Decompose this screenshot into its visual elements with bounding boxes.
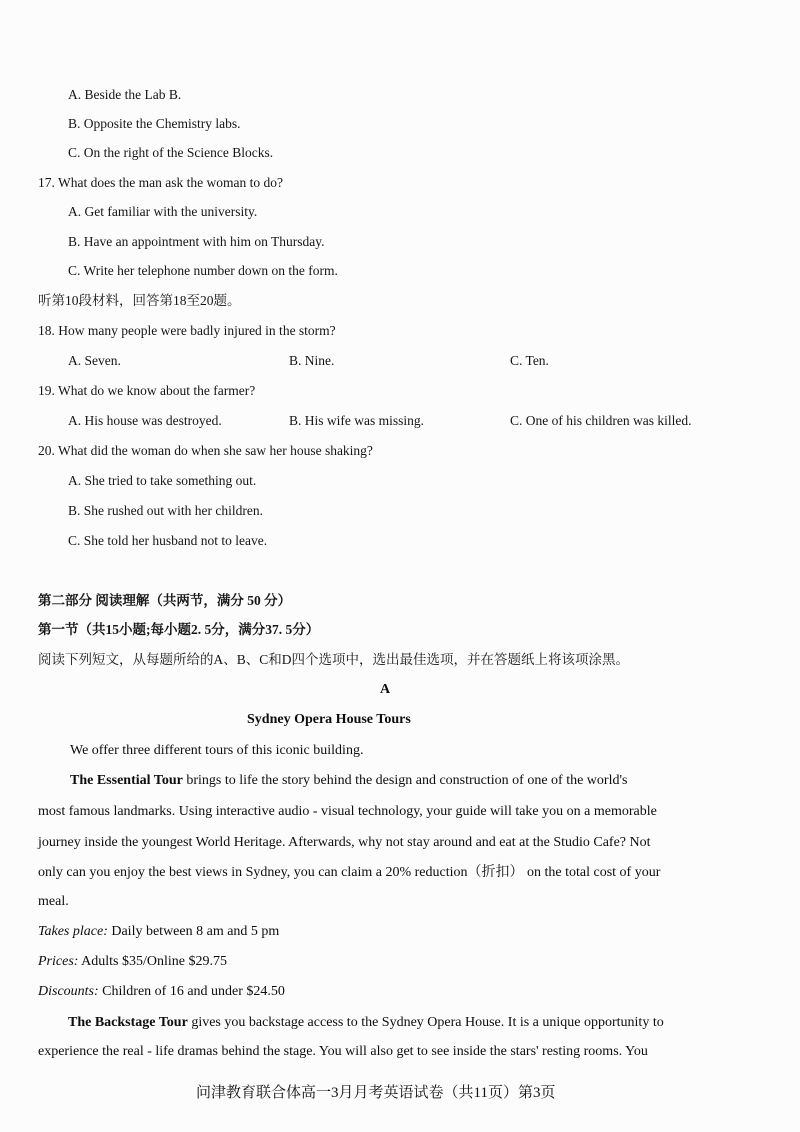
q16-option-b: B. Opposite the Chemistry labs. — [68, 116, 241, 131]
q17-stem: 17. What does the man ask the woman to do? — [38, 175, 283, 190]
q17-option-b: B. Have an appointment with him on Thursday. — [68, 234, 325, 249]
passage-title: Sydney Opera House Tours — [247, 712, 411, 727]
q16-option-c: C. On the right of the Science Blocks. — [68, 145, 274, 160]
essential-tour-name: The Essential Tour — [70, 773, 183, 788]
reading-instruction: 阅读下列短文，从每题所给的A、B、C和D四个选项中，选出最佳选项，并在答题纸上将该项涂黑。 — [38, 652, 630, 667]
page-footer: 问津教育联合体高一3月月考英语试卷（共11页）第3页 — [196, 1085, 556, 1101]
q19-option-c: C. One of his children was killed. — [510, 413, 692, 428]
detail-value: Adults $35/Online $29.75 — [81, 954, 228, 969]
q18-stem: 18. How many people were badly injured in the storm? — [38, 323, 336, 338]
q16-option-a: A. Beside the Lab B. — [68, 87, 182, 102]
detail-value: Daily between 8 am and 5 pm — [111, 924, 280, 939]
passage-label: A — [380, 682, 391, 697]
part-heading: 第二部分 阅读理解（共两节，满分 50 分） — [38, 593, 292, 608]
detail-prices — [38, 953, 227, 971]
backstage-tour-line-2: experience the real - life dramas behind the stage. You will also get to see inside the stars' resting rooms. You — [38, 1044, 648, 1059]
detail-discounts — [38, 983, 285, 1001]
q20-option-c: C. She told her husband not to leave. — [68, 533, 268, 548]
material-instruction: 听第10段材料，回答第18至20题。 — [38, 293, 241, 308]
backstage-tour-line-1 — [68, 1014, 664, 1032]
backstage-tour-text: gives you backstage access to the Sydney Opera House. It is a unique opportunity to — [191, 1015, 664, 1030]
q17-option-c: C. Write her telephone number down on the form. — [68, 263, 338, 278]
backstage-tour-name: The Backstage Tour — [68, 1015, 188, 1030]
q19-option-b: B. His wife was missing. — [289, 413, 424, 428]
q20-option-b: B. She rushed out with her children. — [68, 503, 263, 518]
q18-option-a: A. Seven. — [68, 353, 121, 368]
essential-tour-line-1 — [70, 772, 627, 790]
section-heading: 第一节（共15小题;每小题2. 5分，满分37. 5分） — [38, 622, 320, 637]
essential-tour-line-5: meal. — [38, 894, 69, 909]
essential-tour-line-2: most famous landmarks. Using interactive audio - visual technology, your guide will take you on a memorable — [38, 804, 657, 819]
q19-option-a: A. His house was destroyed. — [68, 413, 222, 428]
essential-tour-text: brings to life the story behind the design and construction of one of the world's — [186, 773, 628, 788]
q20-stem: 20. What did the woman do when she saw her house shaking? — [38, 443, 373, 458]
detail-value: Children of 16 and under $24.50 — [102, 984, 285, 999]
detail-label: Prices: — [38, 954, 79, 969]
q17-option-a: A. Get familiar with the university. — [68, 204, 258, 219]
q20-option-a: A. She tried to take something out. — [68, 473, 257, 488]
essential-tour-line-3: journey inside the youngest World Heritage. Afterwards, why not stay around and eat at the Studio Cafe? Not — [38, 835, 651, 850]
passage-intro: We offer three different tours of this iconic building. — [70, 743, 364, 758]
detail-takes-place — [38, 923, 279, 941]
q18-option-b: B. Nine. — [289, 353, 335, 368]
q18-option-c: C. Ten. — [510, 353, 549, 368]
detail-label: Takes place: — [38, 924, 108, 939]
q19-stem: 19. What do we know about the farmer? — [38, 383, 256, 398]
detail-label: Discounts: — [38, 984, 99, 999]
essential-tour-line-4: only can you enjoy the best views in Sydney, you can claim a 20% reduction（折扣） on the total cost of your — [38, 865, 661, 880]
